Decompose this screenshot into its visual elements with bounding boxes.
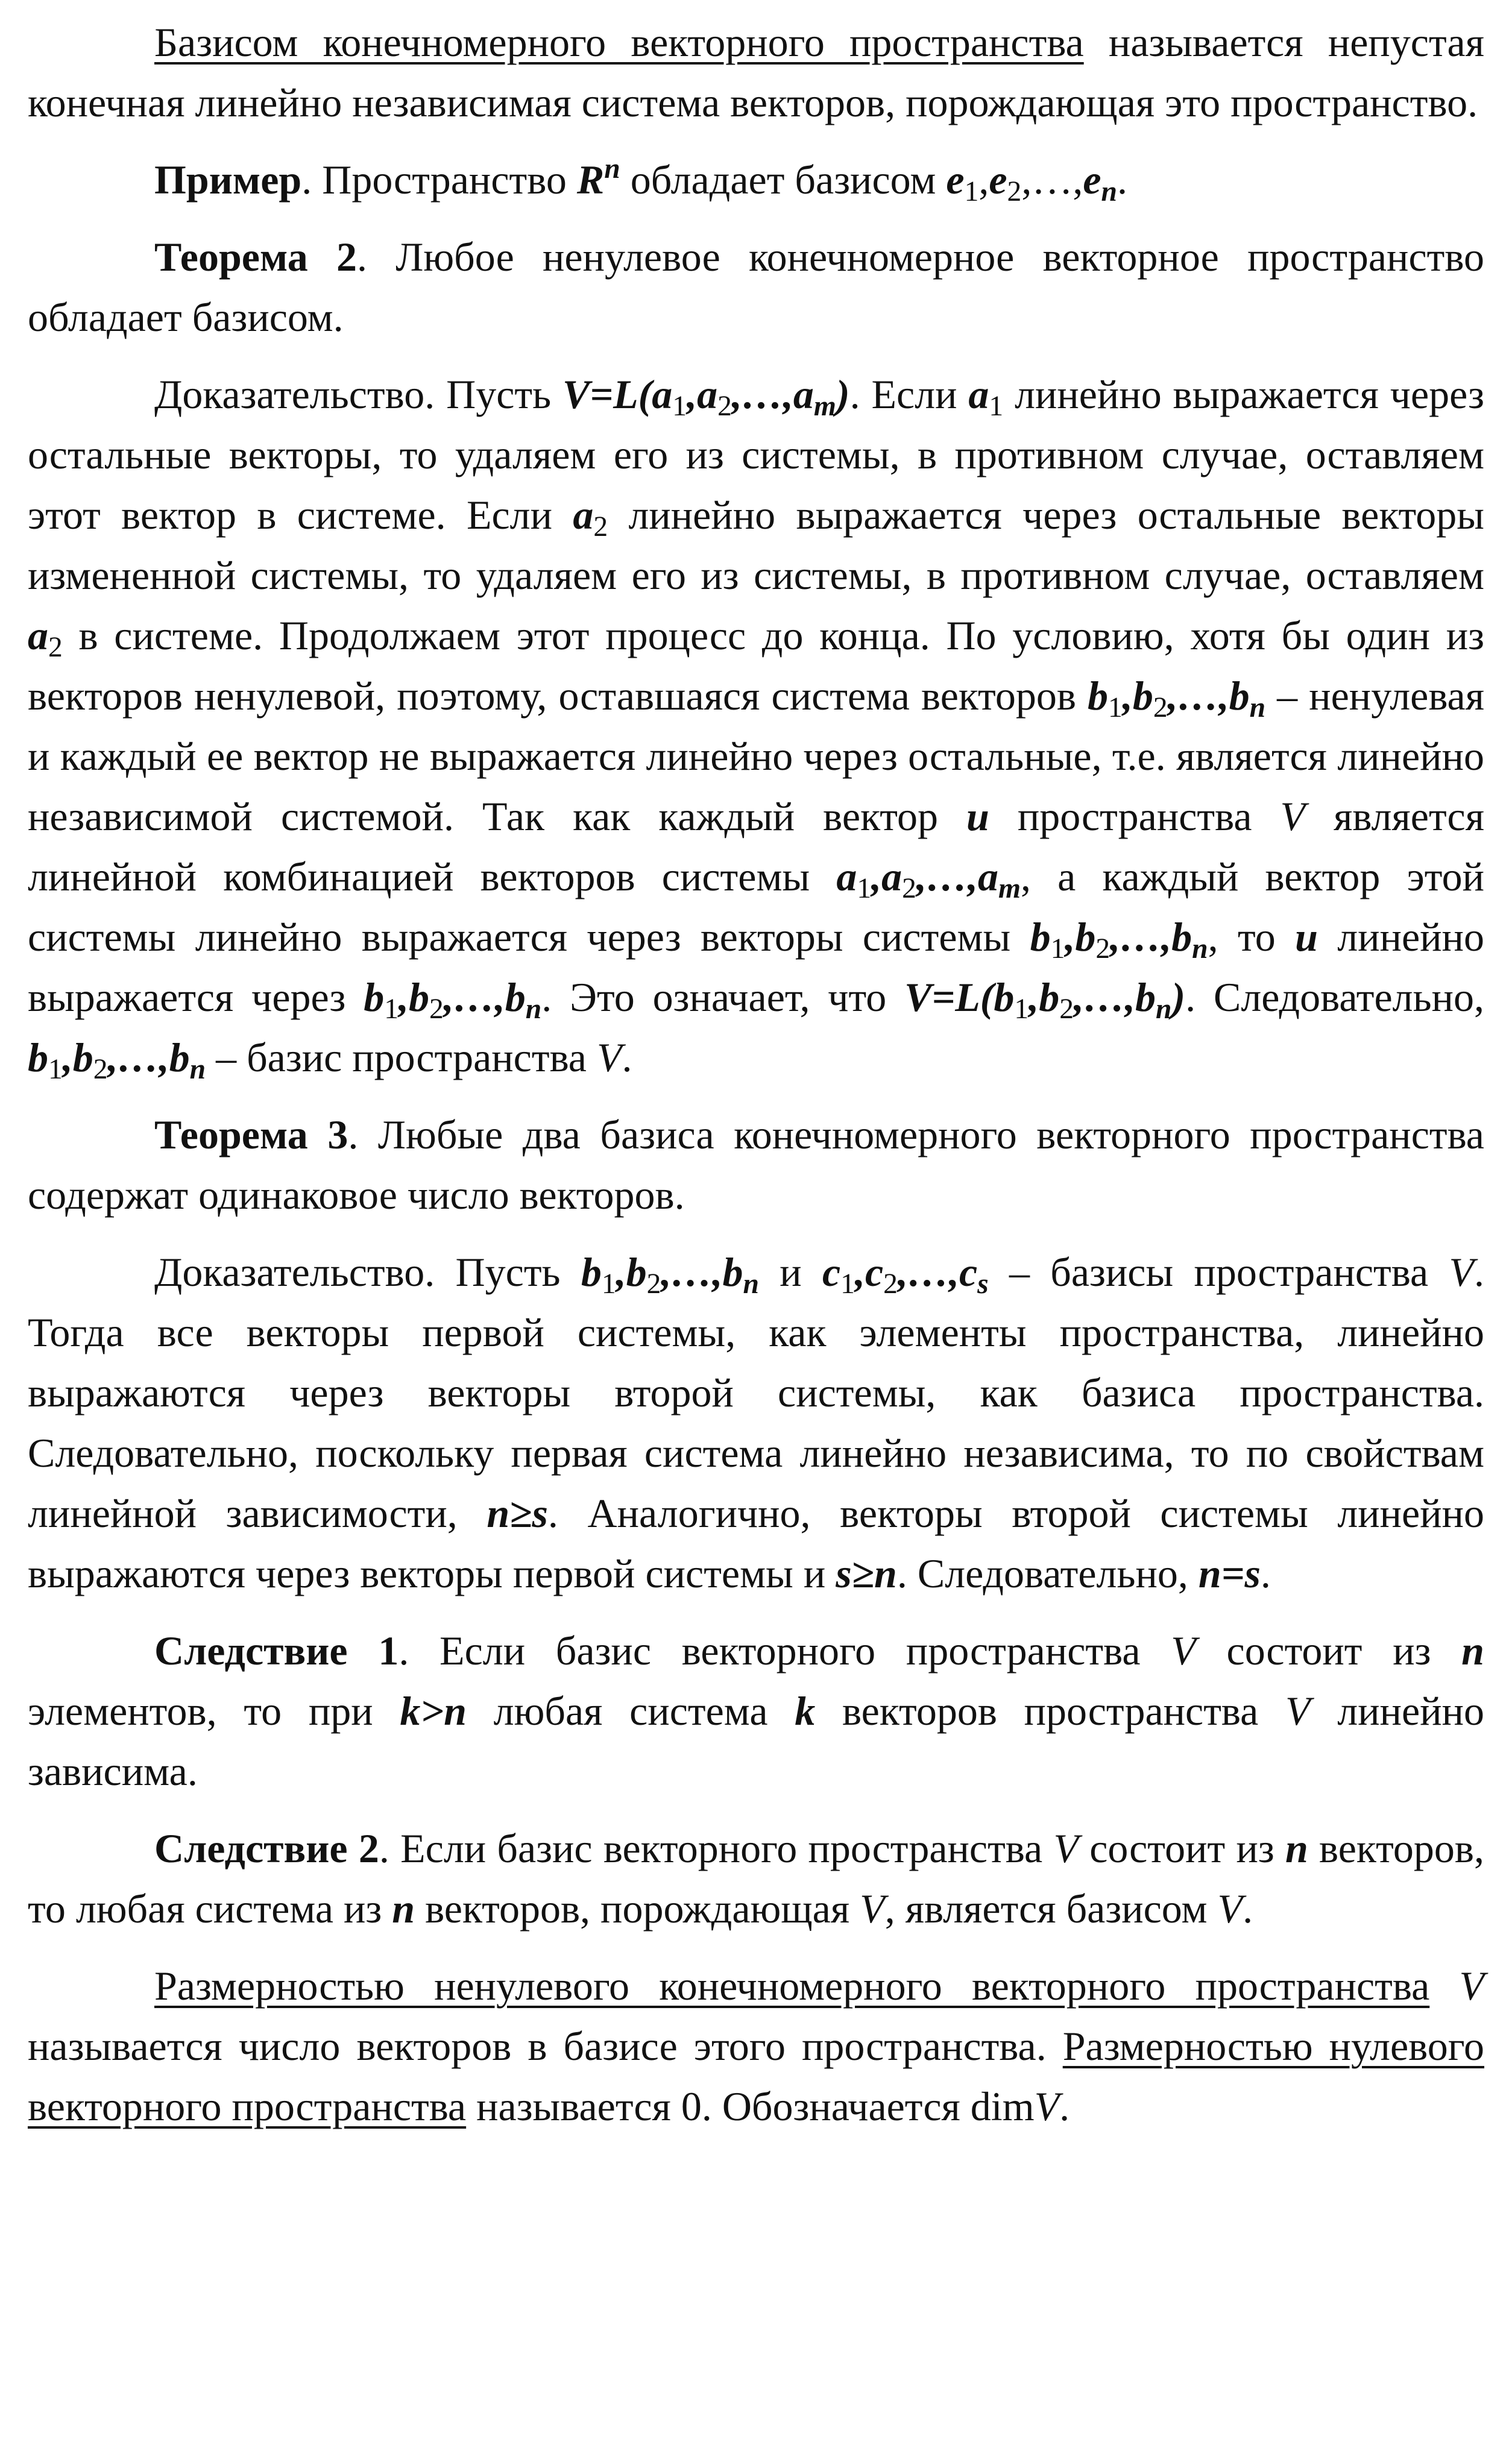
math-sub: 2 [1007,175,1022,207]
math: V=L(b [904,974,1015,1020]
math: ,b [398,974,429,1020]
text: . Если базис векторного пространства [379,1825,1054,1871]
text: , является базисом [884,1886,1218,1932]
math-sub: n [743,1268,759,1300]
math: ,b [1028,974,1060,1020]
math-sub: 1 [964,175,979,207]
label-theorem-2: Теорема 2 [154,234,358,280]
math: ,c [854,1249,884,1295]
math: V=L(a [562,371,673,417]
math: V [596,1034,622,1080]
text: . Пространство [301,157,577,203]
text: линейно выражается через остальные векторы измененной системы, то удаляем его из системы, в противном случае, оставляем [28,492,1484,598]
text: линейно выражается через [28,914,1484,1020]
math: n [392,1886,415,1932]
text: любая система [466,1688,795,1734]
label-theorem-3: Теорема 3 [154,1112,348,1157]
math: a [968,371,989,417]
math-sub: 2 [1153,691,1168,723]
math: b [1088,673,1109,719]
text: . [1243,1886,1253,1932]
text: . [1059,2083,1070,2129]
math-sub: n [525,993,542,1025]
text: , а каждый вектор этой системы линейно выражается через векторы системы [28,854,1484,960]
label-corollary-1: Следствие 1 [154,1628,399,1674]
math: V [1280,793,1306,839]
math: ,b [1122,673,1153,719]
math-sub: 2 [429,993,444,1025]
math-sub: 2 [1095,933,1110,965]
paragraph-corollary-1 [28,1620,1484,1801]
math-sub: 2 [593,511,608,543]
text: . [1260,1551,1271,1596]
math: V [1217,1886,1243,1932]
math: n≥s [487,1490,548,1536]
math: c [822,1249,841,1295]
math-sub: 1 [1108,691,1123,723]
text: , то [1208,914,1296,960]
text: . Следовательно, [1185,974,1485,1020]
math: a [573,492,594,538]
math-sub: 2 [883,1268,898,1300]
paragraph-example [28,150,1484,210]
math-sub: 1 [857,872,872,904]
math: ,a [687,371,718,417]
label-example: Пример [154,157,302,203]
paragraph-theorem-3 [28,1104,1484,1225]
math-sub: 1 [989,390,1004,422]
math: ,b [1065,914,1096,960]
paragraph-theorem-2 [28,227,1484,347]
math-sub: s [977,1268,989,1300]
math: k>n [400,1688,467,1734]
text: векторов, то любая система из [28,1825,1484,1932]
math-sub: 2 [902,872,916,904]
math: u [1295,914,1318,960]
text: . Аналогично, векторы второй системы линейно выражаются через векторы первой системы и [28,1490,1484,1596]
math: ,…,b [443,974,526,1020]
text: элементов, то при [28,1688,400,1734]
math-sub: n [1192,933,1208,965]
math-sup: n [604,153,620,184]
math: b [581,1249,602,1295]
math-sub: 2 [93,1053,108,1085]
text: . [622,1034,632,1080]
math-sub: 2 [1059,993,1074,1025]
math: ,…,b [1110,914,1192,960]
text: . Любые два базиса конечномерного векторного пространства содержат одинаковое число векторов. [28,1112,1484,1218]
math-sub: 2 [646,1268,661,1300]
paragraph-corollary-2 [28,1818,1484,1939]
math-sub: m [998,872,1021,904]
math: ,b [616,1249,647,1295]
math: V [1449,1249,1475,1295]
math: ,b [62,1034,93,1080]
math: e [1083,157,1101,203]
text: векторов, порождающая [415,1886,860,1932]
math: b [28,1034,48,1080]
text: линейно выражается через остальные векторы, то удаляем его из системы, в противном случае, оставляем этот вектор в системе. Если [28,371,1485,538]
math: V [1034,2083,1060,2129]
math-sub: 1 [48,1053,63,1085]
math-sub: 2 [717,390,732,422]
math: ,…,c [897,1249,978,1295]
math-sub: 1 [672,390,687,422]
math: V [1053,1825,1079,1871]
text: состоит из [1195,1628,1462,1674]
text: называется число векторов в базисе этого пространства. [28,2023,1063,2069]
math-sub: 1 [840,1268,855,1300]
math: n=s [1198,1551,1261,1596]
text: . Следовательно, [896,1551,1199,1596]
math: ,…, [1021,157,1083,203]
math: ,…,a [916,854,998,899]
text: векторов пространства [815,1688,1286,1734]
math: a [28,612,48,658]
math: b [1030,914,1051,960]
text: . Любое ненулевое конечномерное векторное пространство обладает базисом. [28,234,1484,340]
defined-term-basis: Базисом конечномерного векторного пространства [154,19,1084,65]
defined-term-dimension: Размерностью ненулевого конечномерного векторного пространства [154,1963,1430,2009]
math: V [1285,1688,1311,1734]
text: пространства [989,793,1280,839]
text: называется 0. Обозначается dim [466,2083,1035,2129]
paragraph-proof-theorem-3 [28,1242,1484,1604]
math: ,…,b [1074,974,1156,1020]
text: является линейной комбинацией векторов системы [28,793,1484,899]
text: – базис пространства [206,1034,597,1080]
math: V [1171,1628,1196,1674]
math-sub: 1 [384,993,398,1025]
math: n [1461,1628,1484,1674]
math-sub: n [1101,175,1118,207]
math-sub: 1 [1050,933,1065,965]
text: линейно зависима. [28,1688,1484,1794]
text: . Тогда все векторы первой системы, как элементы пространства, линейно выражаются через векторы второй системы, как базиса пространства. Следовательно, поскольку первая система линейно независима, то по свойствам линейной зависимости, [28,1249,1485,1536]
text: и [758,1249,822,1295]
text: обладает базисом [620,157,947,203]
math-space: R [576,157,605,203]
text [1429,1963,1459,2009]
math: n [1285,1825,1308,1871]
text: в системе. Продолжаем этот процесс до конца. По условию, хотя бы один из векторов ненулевой, поэтому, оставшаяся система векторов [28,612,1484,719]
paragraph-proof-theorem-2 [28,364,1484,1088]
text: . Если [849,371,969,417]
math: ,…,b [1167,673,1250,719]
math-sub: 1 [1014,993,1029,1025]
math: k [795,1688,816,1734]
paragraph-basis-definition [28,12,1484,133]
math: ) [1171,974,1186,1020]
math: ,…,b [107,1034,190,1080]
math: , [978,157,989,203]
math-sub: 1 [601,1268,616,1300]
math: s≥n [836,1551,897,1596]
text: Доказательство. Пусть [154,371,562,417]
defined-term-zero-dimension: Размерностью нулевого векторного пространства [28,2023,1485,2129]
math-sub: m [813,390,836,422]
math: ) [836,371,850,417]
text: . Если базис векторного пространства [398,1628,1171,1674]
math-sub: n [1249,691,1266,723]
text: называется непустая конечная линейно независимая система векторов, порождающая это пространство. [28,19,1484,125]
math: e [946,157,965,203]
math: ,a [871,854,902,899]
text: . [1117,157,1128,203]
text: Доказательство. Пусть [154,1249,581,1295]
math: u [966,793,989,839]
math-sub: n [189,1053,206,1085]
text: – ненулевая и каждый ее вектор не выражается линейно через остальные, т.е. является линейно независимой системой. Так как каждый вектор [28,673,1484,839]
math: V [860,1886,885,1932]
math: b [364,974,385,1020]
math-sub: 2 [48,631,63,663]
math: a [836,854,857,899]
label-corollary-2: Следствие 2 [154,1825,379,1871]
math: ,…,a [731,371,814,417]
text: . Это означает, что [541,974,905,1020]
math: ,…,b [661,1249,743,1295]
text: – базисы пространства [988,1249,1449,1295]
math-sub: n [1156,993,1172,1025]
paragraph-dimension-definition [28,1956,1484,2136]
math: e [989,157,1007,203]
math: V [1459,1963,1484,2009]
text: состоит из [1079,1825,1285,1871]
